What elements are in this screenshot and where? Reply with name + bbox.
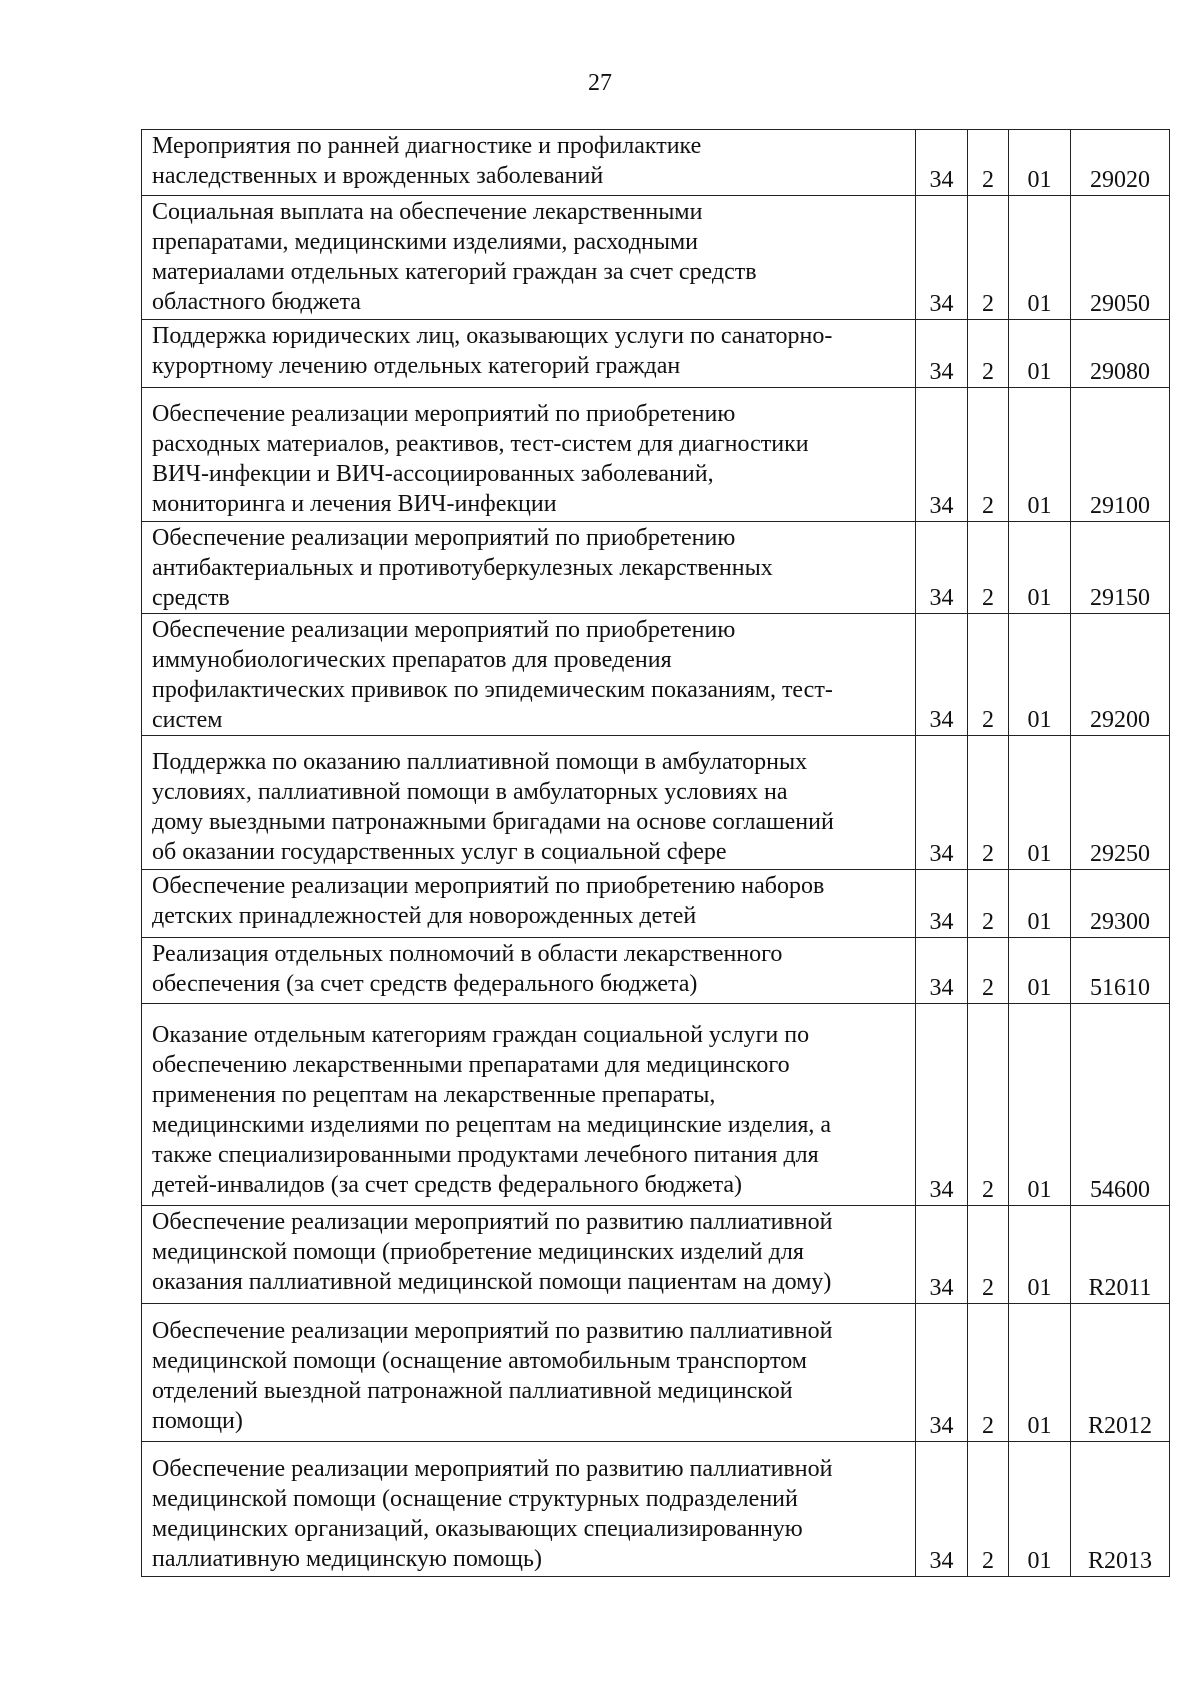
description-line: материалами отдельных категорий граждан за счет средств bbox=[152, 259, 757, 285]
code-cell: 01 bbox=[1009, 1206, 1071, 1304]
description-line: наследственных и врожденных заболеваний bbox=[152, 163, 604, 189]
code-cell: 2 bbox=[968, 196, 1009, 320]
description-line: оказания паллиативной медицинской помощи пациентам на дому) bbox=[152, 1269, 832, 1295]
code-cell: 2 bbox=[968, 1004, 1009, 1206]
description-line: паллиативную медицинскую помощь) bbox=[152, 1546, 542, 1572]
description-line: профилактических прививок по эпидемическим показаниям, тест- bbox=[152, 677, 833, 703]
code-cell: 29150 bbox=[1071, 522, 1170, 614]
code-cell: 01 bbox=[1009, 938, 1071, 1004]
table-body bbox=[142, 130, 1170, 1577]
description-line: обеспечения (за счет средств федерального бюджета) bbox=[152, 971, 698, 997]
description-line: Обеспечение реализации мероприятий по приобретению bbox=[152, 525, 736, 551]
table-row bbox=[142, 1206, 1170, 1304]
row-description bbox=[142, 130, 916, 196]
description-line: Поддержка юридических лиц, оказывающих услуги по санаторно- bbox=[152, 323, 833, 349]
description-line: антибактериальных и противотуберкулезных лекарственных bbox=[152, 555, 773, 581]
row-description bbox=[142, 320, 916, 388]
description-line: также специализированными продуктами лечебного питания для bbox=[152, 1142, 819, 1168]
code-cell: 54600 bbox=[1071, 1004, 1170, 1206]
table-row bbox=[142, 522, 1170, 614]
row-description bbox=[142, 614, 916, 736]
row-description bbox=[142, 1304, 916, 1442]
row-description bbox=[142, 388, 916, 522]
code-cell: 01 bbox=[1009, 130, 1071, 196]
table-row bbox=[142, 130, 1170, 196]
code-cell: 01 bbox=[1009, 522, 1071, 614]
code-cell: 34 bbox=[916, 1304, 968, 1442]
description-line: медицинской помощи (оснащение автомобильным транспортом bbox=[152, 1348, 807, 1374]
code-cell: 2 bbox=[968, 130, 1009, 196]
description-line: детей-инвалидов (за счет средств федерального бюджета) bbox=[152, 1172, 743, 1198]
table-row bbox=[142, 938, 1170, 1004]
row-description bbox=[142, 938, 916, 1004]
description-line: детских принадлежностей для новорожденных детей bbox=[152, 903, 697, 929]
row-description bbox=[142, 196, 916, 320]
code-cell: 34 bbox=[916, 1442, 968, 1577]
code-cell: 34 bbox=[916, 614, 968, 736]
code-cell: 2 bbox=[968, 736, 1009, 870]
description-line: препаратами, медицинскими изделиями, расходными bbox=[152, 229, 699, 255]
code-cell: 29080 bbox=[1071, 320, 1170, 388]
description-line: медицинской помощи (приобретение медицинских изделий для bbox=[152, 1239, 804, 1265]
description-line: средств bbox=[152, 585, 230, 611]
code-cell: 29050 bbox=[1071, 196, 1170, 320]
code-cell: 2 bbox=[968, 522, 1009, 614]
code-cell: 29300 bbox=[1071, 870, 1170, 938]
code-cell: R2012 bbox=[1071, 1304, 1170, 1442]
code-cell: 01 bbox=[1009, 320, 1071, 388]
table-row bbox=[142, 388, 1170, 522]
code-cell: R2011 bbox=[1071, 1206, 1170, 1304]
code-cell: 29100 bbox=[1071, 388, 1170, 522]
row-description bbox=[142, 1442, 916, 1577]
code-cell: 34 bbox=[916, 196, 968, 320]
code-cell: 01 bbox=[1009, 870, 1071, 938]
table-row bbox=[142, 1304, 1170, 1442]
description-line: мониторинга и лечения ВИЧ-инфекции bbox=[152, 491, 557, 517]
code-cell: 2 bbox=[968, 320, 1009, 388]
budget-classification-table bbox=[141, 129, 1170, 1577]
description-line: условиях, паллиативной помощи в амбулаторных условиях на bbox=[152, 779, 788, 805]
description-line: ВИЧ-инфекции и ВИЧ-ассоциированных заболеваний, bbox=[152, 461, 714, 487]
code-cell: 01 bbox=[1009, 1004, 1071, 1206]
code-cell: 34 bbox=[916, 736, 968, 870]
code-cell: 34 bbox=[916, 1004, 968, 1206]
code-cell: 2 bbox=[968, 938, 1009, 1004]
code-cell: 2 bbox=[968, 614, 1009, 736]
description-line: применения по рецептам на лекарственные препараты, bbox=[152, 1082, 716, 1108]
code-cell: 2 bbox=[968, 1442, 1009, 1577]
description-line: областного бюджета bbox=[152, 289, 361, 315]
code-cell: 2 bbox=[968, 870, 1009, 938]
code-cell: 01 bbox=[1009, 196, 1071, 320]
description-line: Обеспечение реализации мероприятий по развитию паллиативной bbox=[152, 1209, 833, 1235]
row-description bbox=[142, 736, 916, 870]
description-line: медицинских организаций, оказывающих специализированную bbox=[152, 1516, 803, 1542]
description-line: Социальная выплата на обеспечение лекарственными bbox=[152, 199, 703, 225]
code-cell: 01 bbox=[1009, 1442, 1071, 1577]
code-cell: 01 bbox=[1009, 614, 1071, 736]
description-line: помощи) bbox=[152, 1408, 243, 1434]
code-cell: R2013 bbox=[1071, 1442, 1170, 1577]
table-row bbox=[142, 1004, 1170, 1206]
description-line: иммунобиологических препаратов для проведения bbox=[152, 647, 672, 673]
description-line: Обеспечение реализации мероприятий по развитию паллиативной bbox=[152, 1318, 833, 1344]
table-row bbox=[142, 196, 1170, 320]
table-row bbox=[142, 320, 1170, 388]
description-line: медицинской помощи (оснащение структурных подразделений bbox=[152, 1486, 798, 1512]
code-cell: 2 bbox=[968, 388, 1009, 522]
code-cell: 34 bbox=[916, 870, 968, 938]
description-line: Обеспечение реализации мероприятий по развитию паллиативной bbox=[152, 1456, 833, 1482]
description-line: расходных материалов, реактивов, тест-систем для диагностики bbox=[152, 431, 809, 457]
description-line: Оказание отдельным категориям граждан социальной услуги по bbox=[152, 1022, 810, 1048]
description-line: Обеспечение реализации мероприятий по приобретению наборов bbox=[152, 873, 825, 899]
code-cell: 34 bbox=[916, 938, 968, 1004]
code-cell: 34 bbox=[916, 1206, 968, 1304]
row-description bbox=[142, 1206, 916, 1304]
page-number: 27 bbox=[588, 70, 612, 96]
table-row bbox=[142, 736, 1170, 870]
table-row bbox=[142, 870, 1170, 938]
code-cell: 34 bbox=[916, 522, 968, 614]
description-line: Реализация отдельных полномочий в области лекарственного bbox=[152, 941, 783, 967]
description-line: Обеспечение реализации мероприятий по приобретению bbox=[152, 401, 736, 427]
code-cell: 29200 bbox=[1071, 614, 1170, 736]
description-line: Обеспечение реализации мероприятий по приобретению bbox=[152, 617, 736, 643]
code-cell: 29250 bbox=[1071, 736, 1170, 870]
code-cell: 34 bbox=[916, 130, 968, 196]
description-line: Поддержка по оказанию паллиативной помощи в амбулаторных bbox=[152, 749, 808, 775]
description-line: систем bbox=[152, 707, 223, 733]
code-cell: 2 bbox=[968, 1206, 1009, 1304]
code-cell: 51610 bbox=[1071, 938, 1170, 1004]
row-description bbox=[142, 870, 916, 938]
description-line: курортному лечению отдельных категорий граждан bbox=[152, 353, 681, 379]
table-row bbox=[142, 1442, 1170, 1577]
code-cell: 34 bbox=[916, 388, 968, 522]
code-cell: 01 bbox=[1009, 736, 1071, 870]
code-cell: 29020 bbox=[1071, 130, 1170, 196]
description-line: об оказании государственных услуг в социальной сфере bbox=[152, 839, 727, 865]
row-description bbox=[142, 522, 916, 614]
description-line: дому выездными патронажными бригадами на основе соглашений bbox=[152, 809, 834, 835]
code-cell: 01 bbox=[1009, 1304, 1071, 1442]
description-line: Мероприятия по ранней диагностике и профилактике bbox=[152, 133, 702, 159]
code-cell: 2 bbox=[968, 1304, 1009, 1442]
table-row bbox=[142, 614, 1170, 736]
description-line: медицинскими изделиями по рецептам на медицинские изделия, а bbox=[152, 1112, 832, 1138]
code-cell: 01 bbox=[1009, 388, 1071, 522]
description-line: обеспечению лекарственными препаратами для медицинского bbox=[152, 1052, 790, 1078]
code-cell: 34 bbox=[916, 320, 968, 388]
description-line: отделений выездной патронажной паллиативной медицинской bbox=[152, 1378, 793, 1404]
row-description bbox=[142, 1004, 916, 1206]
